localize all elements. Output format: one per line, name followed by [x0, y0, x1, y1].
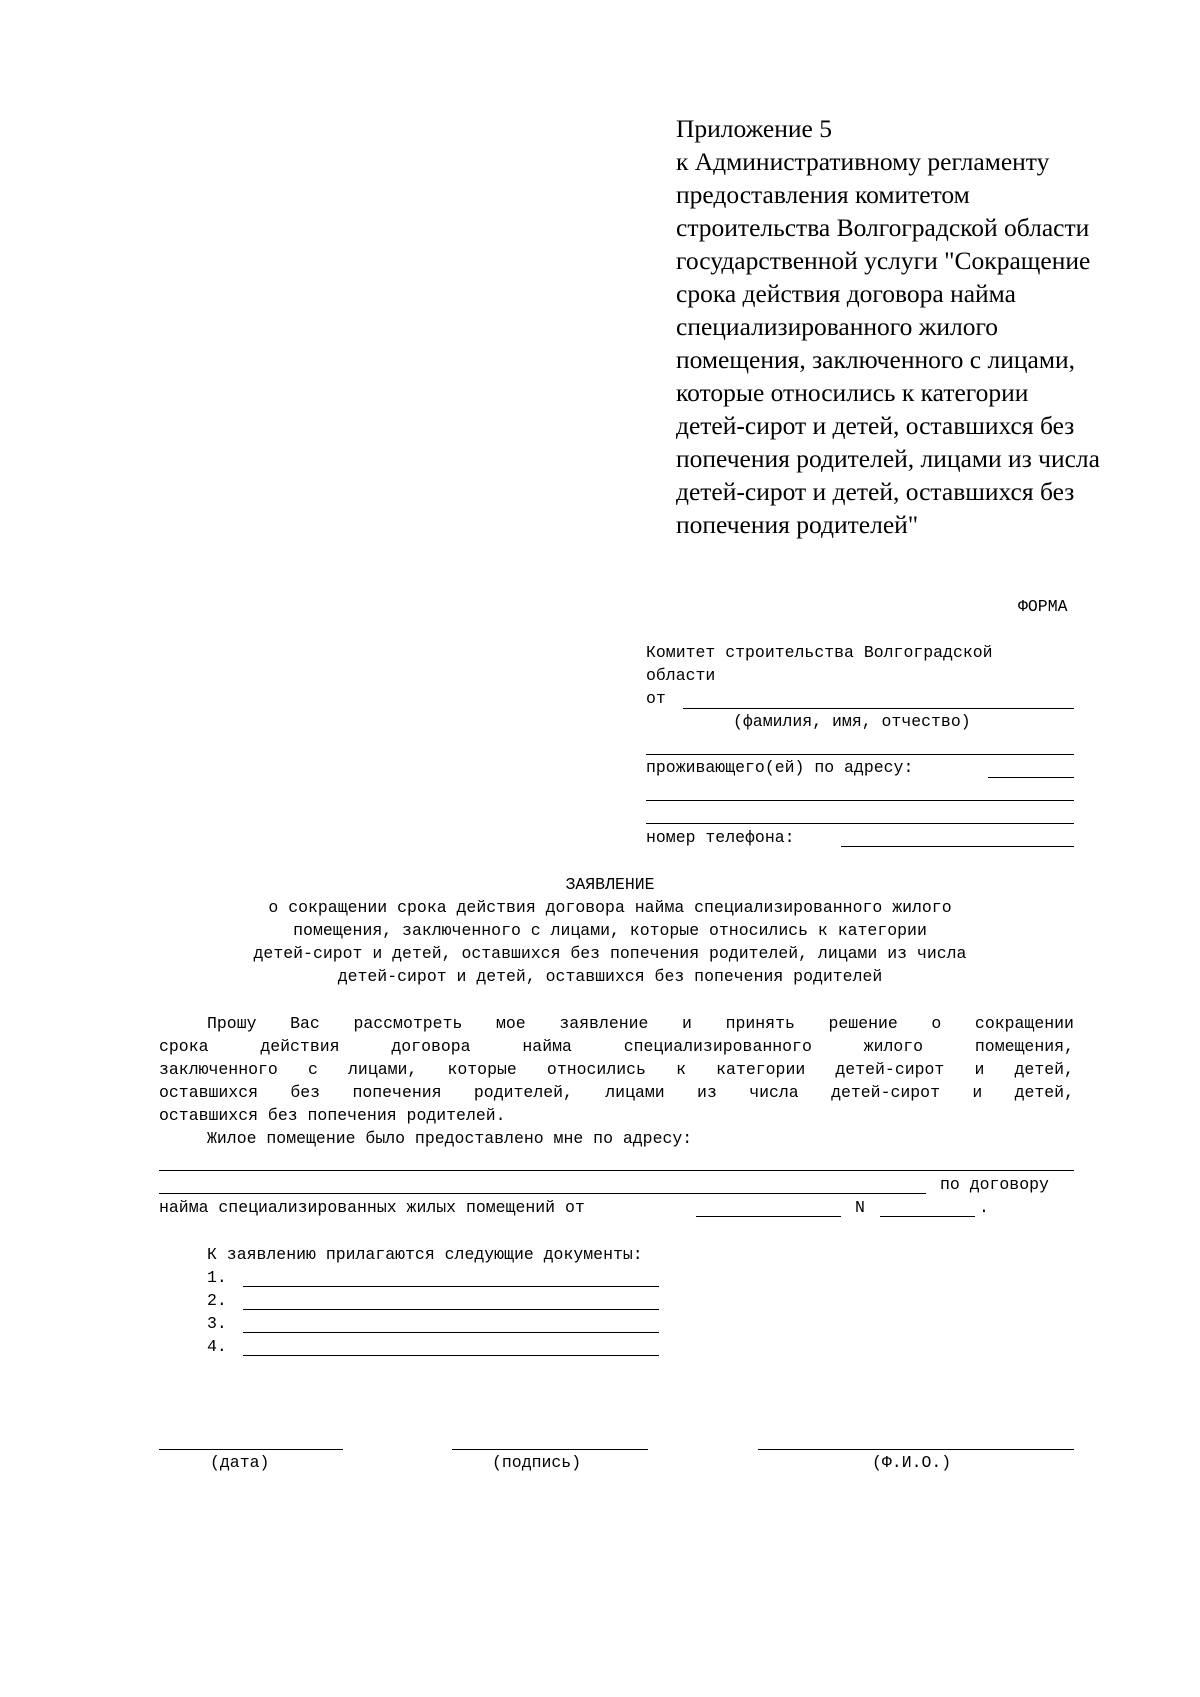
appendix-line: помещения, заключенного с лицами,: [676, 345, 1075, 374]
word: из: [697, 1083, 717, 1102]
attachment-item-1: 1.: [207, 1268, 227, 1287]
word: лицами,: [348, 1060, 418, 1079]
appendix-line: предоставления комитетом: [676, 180, 970, 209]
word: родителей,: [473, 1083, 573, 1102]
word: детей,: [1014, 1060, 1074, 1079]
word: без: [290, 1083, 321, 1102]
attachment-line-2: [243, 1309, 659, 1310]
word: с: [307, 1060, 318, 1079]
word: жилого: [863, 1037, 924, 1056]
appendix-line: детей-сирот и детей, оставшихся без: [676, 411, 1075, 440]
appendix-line: попечения родителей": [676, 510, 919, 539]
word: Вас: [290, 1014, 320, 1033]
contract-label: по договору: [940, 1175, 1049, 1194]
appendix-line: попечения родителей, лицами из числа: [676, 444, 1100, 473]
phone-field-line: [841, 846, 1074, 847]
attachment-item-3: 3.: [207, 1314, 227, 1333]
appendix-line: к Административному регламенту: [676, 147, 1050, 176]
body-line: [159, 1035, 1074, 1058]
body-para2: Жилое помещение было предоставлено мне по адресу:: [207, 1129, 693, 1148]
number-sign: N: [855, 1198, 865, 1217]
body-line-last: оставшихся без попечения родителей.: [159, 1106, 506, 1125]
word: оставшихся: [159, 1083, 259, 1102]
address-line-2: [646, 800, 1074, 801]
appendix-line: государственной услуги "Сокращение: [676, 246, 1091, 275]
word: детей,: [1014, 1083, 1074, 1102]
word: принять: [725, 1014, 795, 1033]
word: относились: [546, 1060, 646, 1079]
fio-continuation-line: [646, 754, 1074, 755]
statement-heading: [150, 873, 1070, 988]
word: о: [931, 1014, 942, 1033]
attachment-line-1: [243, 1286, 659, 1287]
appendix-line: Приложение 5: [676, 114, 832, 143]
signature-line: [452, 1449, 648, 1450]
signature-caption: (подпись): [492, 1453, 582, 1472]
contract-line-start: найма специализированных жилых помещений от: [159, 1198, 585, 1217]
word: и: [682, 1014, 692, 1033]
appendix-line: специализированного жилого: [676, 312, 999, 341]
word: детей-сирот: [831, 1083, 940, 1102]
date-caption: (дата): [210, 1453, 270, 1472]
word: договора: [391, 1037, 471, 1056]
form-label: ФОРМА: [1018, 597, 1068, 616]
word: которые: [447, 1060, 517, 1079]
date-signature-line: [159, 1449, 343, 1450]
address-label: проживающего(ей) по адресу:: [646, 758, 914, 777]
period: .: [979, 1198, 989, 1217]
attachments-intro: К заявлению прилагаются следующие документы:: [207, 1245, 643, 1264]
from-label: от: [646, 689, 666, 708]
word: числа: [749, 1083, 799, 1102]
fio-signature-caption: (Ф.И.О.): [872, 1453, 952, 1472]
word: заключенного: [159, 1060, 278, 1079]
appendix-line: срока действия договора найма: [676, 279, 1016, 308]
address-field-line: [988, 777, 1074, 778]
phone-label: номер телефона:: [646, 828, 795, 847]
fio-signature-line: [758, 1449, 1074, 1450]
statement-subtitle-line: помещения, заключенного с лицами, которые относились к категории: [293, 921, 927, 940]
residence-address-line: [159, 1170, 1074, 1171]
fio-field-line: [683, 708, 1074, 709]
word: и: [974, 1060, 985, 1079]
word: Прошу: [207, 1014, 257, 1033]
fio-caption: (фамилия, имя, отчество): [733, 712, 971, 731]
appendix-line: детей-сирот и детей, оставшихся без: [676, 477, 1075, 506]
word: найма: [522, 1037, 572, 1056]
appendix-line: которые относились к категории: [676, 378, 1029, 407]
word: категории: [716, 1060, 806, 1079]
addressee-org-line1: Комитет строительства Волгоградской: [646, 643, 993, 662]
appendix-line: строительства Волгоградской области: [676, 213, 1090, 242]
word: и: [972, 1083, 983, 1102]
body-line: [159, 1012, 1074, 1035]
word: мое: [495, 1014, 526, 1033]
word: решение: [828, 1014, 898, 1033]
addressee-org-line2: области: [646, 666, 716, 685]
statement-subtitle-line: детей-сирот и детей, оставшихся без попечения родителей: [337, 967, 883, 986]
attachment-line-3: [243, 1332, 659, 1333]
attachment-item-2: 2.: [207, 1291, 227, 1310]
attachment-item-4: 4.: [207, 1337, 227, 1356]
word: действия: [260, 1037, 340, 1056]
word: к: [676, 1060, 686, 1079]
word: рассмотреть: [353, 1014, 463, 1033]
word: детей-сирот: [835, 1060, 945, 1079]
word: сокращении: [974, 1014, 1074, 1033]
body-line: [159, 1058, 1074, 1081]
address-line-3: [646, 823, 1074, 824]
statement-title: ЗАЯВЛЕНИЕ: [565, 875, 655, 894]
body-paragraph: [159, 1012, 1074, 1150]
word: лицами: [605, 1083, 665, 1102]
statement-subtitle-line: о сокращении срока действия договора найма специализированного жилого: [268, 898, 952, 917]
attachment-line-4: [243, 1355, 659, 1356]
appendix-header: [676, 112, 1176, 541]
word: помещения,: [974, 1037, 1074, 1056]
body-line: [159, 1081, 1074, 1104]
residence-address-line-2: [159, 1193, 926, 1194]
word: срока: [159, 1037, 209, 1056]
word: специализированного: [623, 1037, 812, 1056]
contract-date-line: [696, 1216, 841, 1217]
statement-subtitle-line: детей-сирот и детей, оставшихся без попечения родителей, лицами из числа: [253, 944, 967, 963]
contract-number-line: [880, 1216, 975, 1217]
word: попечения: [352, 1083, 442, 1102]
word: заявление: [559, 1014, 649, 1033]
